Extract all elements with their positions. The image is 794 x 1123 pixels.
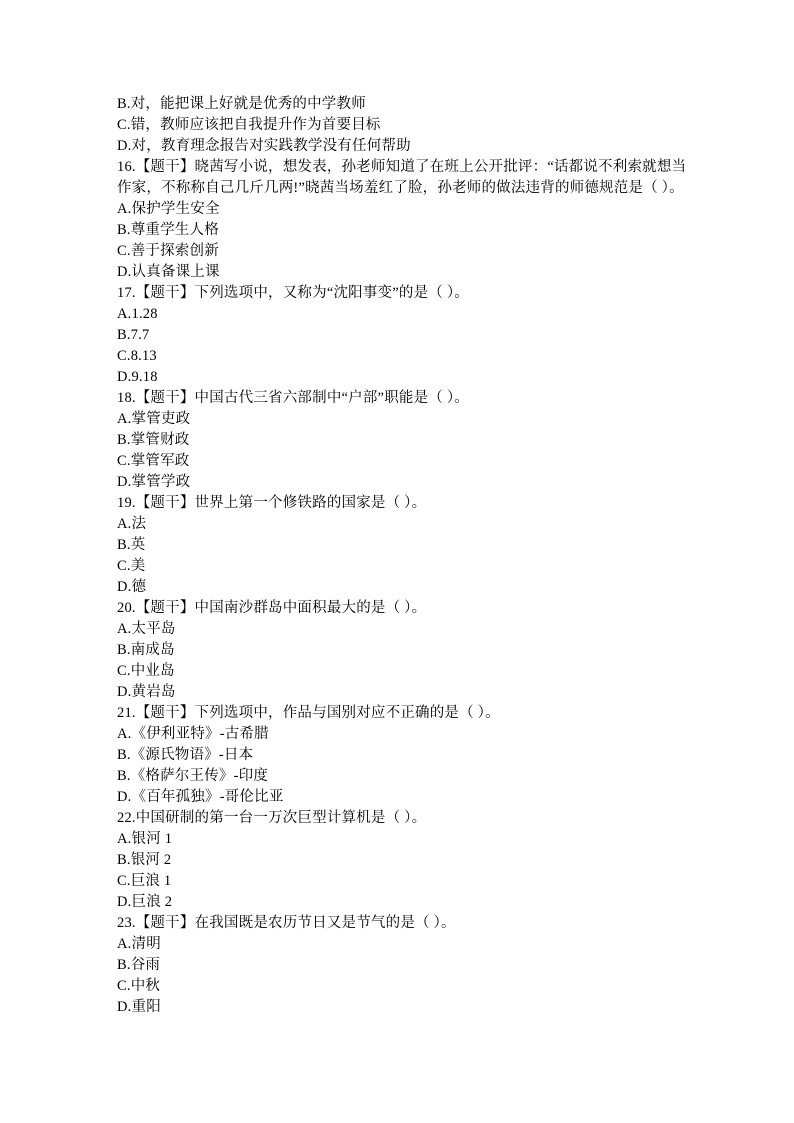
question-stem-line: 23.【题干】在我国既是农历节日又是节气的是（ ）。 [117, 915, 456, 931]
question-stem-line: 18.【题干】中国古代三省六部制中“户部”职能是（ ）。 [117, 390, 469, 406]
option-line: A.保护学生安全 [117, 201, 220, 217]
continued-option-line: C.错，教师应该把自我提升作为首要目标 [117, 117, 381, 133]
question-stem-line: 19.【题干】世界上第一个修铁路的国家是（ ）。 [117, 495, 427, 511]
option-line: A.掌管吏政 [117, 411, 191, 427]
option-line: B.英 [117, 537, 146, 553]
continued-option-line: B.对，能把课上好就是优秀的中学教师 [117, 96, 366, 112]
option-line: C.8.13 [117, 348, 157, 364]
option-line: B.尊重学生人格 [117, 222, 219, 238]
question-stem-line: 作家，不称称自己几斤几两!”晓茜当场羞红了脸，孙老师的做法违背的师德规范是（ ）。 [117, 180, 684, 196]
option-line: D.《百年孤独》-哥伦比亚 [117, 789, 284, 805]
option-line: D.重阳 [117, 999, 161, 1015]
option-line: A.法 [117, 516, 147, 532]
option-line: A.清明 [117, 936, 161, 952]
question-stem-line: 17.【题干】下列选项中，又称为“沈阳事变”的是（ ）。 [117, 285, 469, 301]
option-line: A.银河 1 [117, 831, 173, 847]
option-line: A.《伊利亚特》-古希腊 [117, 726, 269, 742]
question-list [117, 94, 733, 1018]
continued-option-line: D.对，教育理念报告对实践教学没有任何帮助 [117, 138, 411, 154]
question-stem-line: 21.【题干】下列选项中，作品与国别对应不正确的是（ ）。 [117, 705, 500, 721]
option-line: C.掌管军政 [117, 453, 190, 469]
option-line: B.银河 2 [117, 852, 172, 868]
option-line: D.掌管学政 [117, 474, 191, 490]
option-line: D.德 [117, 579, 147, 595]
option-line: B.谷雨 [117, 957, 161, 973]
option-line: A.1.28 [117, 306, 158, 322]
question-stem-line: 16.【题干】晓茜写小说，想发表，孙老师知道了在班上公开批评：“话都说不利索就想当 [117, 159, 687, 175]
question-stem-line: 20.【题干】中国南沙群岛中面积最大的是（ ）。 [117, 600, 427, 616]
option-line: B.《源氏物语》-日本 [117, 747, 254, 763]
option-line: C.中业岛 [117, 663, 175, 679]
option-line: C.美 [117, 558, 146, 574]
option-line: D.巨浪 2 [117, 894, 173, 910]
option-line: B.掌管财政 [117, 432, 190, 448]
option-line: B.《格萨尔王传》-印度 [117, 768, 269, 784]
option-line: A.太平岛 [117, 621, 176, 637]
option-line: B.7.7 [117, 327, 150, 343]
option-line: B.南成岛 [117, 642, 175, 658]
option-line: D.黄岩岛 [117, 684, 176, 700]
question-stem-line: 22.中国研制的第一台一万次巨型计算机是（ ）。 [117, 810, 427, 826]
option-line: D.9.18 [117, 369, 158, 385]
option-line: C.巨浪 1 [117, 873, 172, 889]
option-line: C.中秋 [117, 978, 161, 994]
option-line: C.善于探索创新 [117, 243, 219, 259]
option-line: D.认真备课上课 [117, 264, 220, 280]
